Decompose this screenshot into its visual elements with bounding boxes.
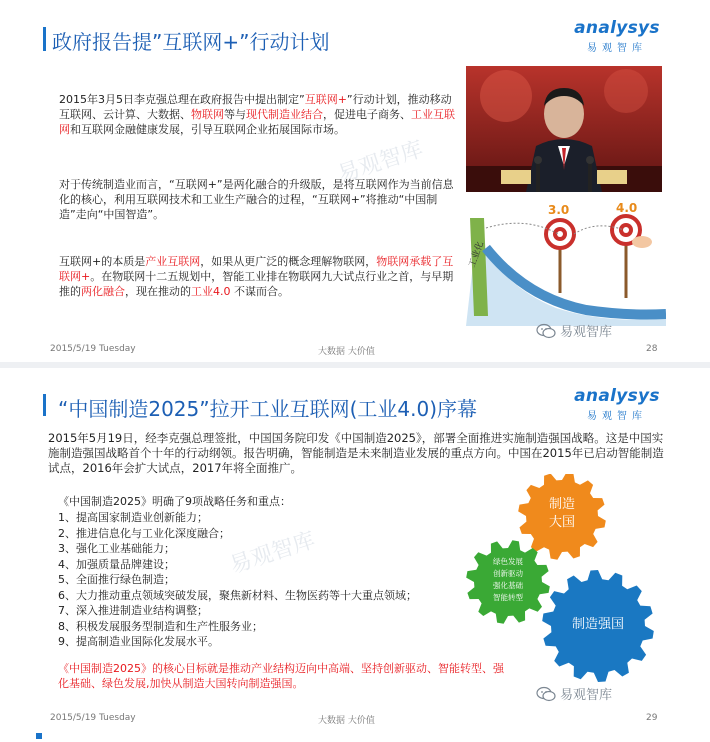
- paragraph-2: [59, 177, 459, 222]
- paragraph-text: 等与: [224, 108, 246, 121]
- logo-cn: 易观智库: [587, 411, 647, 422]
- paragraph-3: [59, 254, 459, 299]
- paragraph-text: 对于传统制造业而言，“互联网+”是两化融合的升级版，是将互联网作为当前信息化的核心，利用互联网技术和工业生产融合的过程，“互联网+”将推动“中国制造”走向“中国智造”。: [59, 178, 454, 221]
- watermark: 易观智库: [334, 136, 427, 188]
- paragraph-1: [59, 92, 459, 137]
- page-title: “中国制造2025”拉开工业互联网(工业4.0)序幕: [58, 397, 478, 421]
- gear-mid-line4: 智能转型: [493, 593, 523, 602]
- speaker-photo: [466, 66, 662, 192]
- highlight-text: 工业互联网: [59, 108, 455, 136]
- logo-brand: analysys: [574, 386, 660, 406]
- highlight-text: 工业4.0: [191, 285, 231, 298]
- wechat-watermark-text: 易观智库: [560, 688, 613, 703]
- paragraph-text: 。在物联网十二五规划中，智能工业排在物联网九大试点行业之首，与早期推的: [59, 270, 454, 298]
- paragraph-text: 不谋而合。: [230, 285, 289, 298]
- task-item: 4、加强质量品牌建设；: [58, 557, 175, 571]
- gears-illustration: [450, 474, 670, 684]
- analysys-logo: [562, 18, 672, 54]
- gear-mid-line1: 绿色发展: [493, 557, 523, 566]
- wechat-watermark: [536, 321, 612, 340]
- wechat-watermark-text: 易观智库: [560, 325, 613, 340]
- paragraph-text: ，促进电子商务、: [323, 108, 411, 121]
- gear-top-line1: 制造: [548, 497, 576, 512]
- paragraph-text: ”行动计划，推动移动互联网、云计算、大数据、: [59, 93, 452, 121]
- tasks-list: [58, 510, 478, 650]
- watermark: 易观智库: [226, 527, 319, 579]
- intro-paragraph: 2015年5月19日，经李克强总理签批，中国国务院印发《中国制造2025》，部署全面推进实施制造强国战略。这是中国实施制造强国战略首个十年的行动纲领。报告明确，智能制造是未来制造业发展的重点方向。中国在2015年已启动智能制造试点，2016年会扩大试点，2017年将全面推广。: [48, 431, 664, 475]
- task-item: 3、强化工业基础能力；: [58, 542, 175, 555]
- speaker-photo-illustration: [466, 66, 662, 192]
- task-item: 9、提高制造业国际化发展水平。: [58, 635, 219, 648]
- gear-top-line2: 大国: [548, 515, 576, 530]
- gear-mid-line2: 创新驱动: [493, 569, 523, 578]
- highlight-text: 两化融合: [81, 285, 125, 298]
- gear-bottom-label: 制造强国: [571, 617, 625, 632]
- wechat-icon: [536, 686, 556, 702]
- wechat-watermark: [536, 684, 612, 703]
- gear-mid-line3: 强化基础: [493, 581, 523, 590]
- label-3-0: 3.0: [548, 203, 570, 217]
- industry-cartoon: [466, 198, 666, 326]
- tasks-heading: 《中国制造2025》明确了9项战略任务和重点：: [58, 495, 291, 508]
- page-number: 28: [646, 344, 658, 354]
- highlight-text: 物联网承载了互联网+: [59, 255, 454, 283]
- task-item: 5、全面推行绿色制造；: [58, 573, 175, 586]
- logo-brand: analysys: [574, 18, 660, 38]
- footer-date: 2015/5/19 Tuesday: [50, 344, 136, 354]
- task-item: 8、积极发展服务型制造和生产性服务业；: [58, 619, 263, 633]
- core-goal: 《中国制造2025》的核心目标就是推动产业结构迈向中高端、坚持创新驱动、智能转型、强化基础、绿色发展,加快从制造大国转向制造强国。: [58, 662, 504, 690]
- highlight-text: 产业互联网: [145, 255, 201, 268]
- task-item: 1、提高国家制造业创新能力；: [58, 511, 208, 524]
- paragraph-text: ，如果从更广泛的概念理解物联网，: [200, 255, 377, 268]
- title-accent-bar: [43, 27, 46, 51]
- title-accent-bar: [43, 394, 46, 416]
- paragraph-text: ，现在推动的: [125, 285, 191, 298]
- gears-diagram: [450, 474, 670, 684]
- task-item: 7、深入推进制造业结构调整；: [58, 604, 208, 617]
- footer-slogan: 大数据 大价值: [318, 347, 375, 357]
- highlight-text: 互联网+: [304, 93, 347, 106]
- wechat-icon: [536, 323, 556, 339]
- page-number: 29: [646, 713, 658, 723]
- paragraph-text: 互联网+的本质是: [59, 255, 146, 268]
- road-text: 工业化: [467, 240, 487, 270]
- analysys-logo: [562, 386, 672, 422]
- paragraph-text: 和互联网金融健康发展，引导互联网企业拓展国际市场。: [70, 123, 345, 136]
- page-title: 政府报告提”互联网+”行动计划: [52, 30, 330, 54]
- corner-marker: [36, 733, 42, 739]
- logo-cn: 易观智库: [587, 43, 647, 54]
- slide-28: [0, 0, 710, 362]
- task-item: 2、推进信息化与工业化深度融合；: [58, 526, 230, 540]
- slide-29: [0, 368, 710, 742]
- footer-date: 2015/5/19 Tuesday: [50, 713, 136, 723]
- paragraph-text: 2015年3月5日李克强总理在政府报告中提出制定”: [59, 93, 305, 106]
- highlight-text: 现代制造业结合: [246, 108, 323, 121]
- industry-target-illustration: [466, 198, 666, 326]
- footer-slogan: 大数据 大价值: [318, 716, 375, 726]
- highlight-text: 物联网: [191, 108, 224, 121]
- label-4-0: 4.0: [616, 201, 638, 215]
- task-item: 6、大力推动重点领域突破发展，聚焦新材料、生物医药等十大重点领域；: [58, 588, 417, 602]
